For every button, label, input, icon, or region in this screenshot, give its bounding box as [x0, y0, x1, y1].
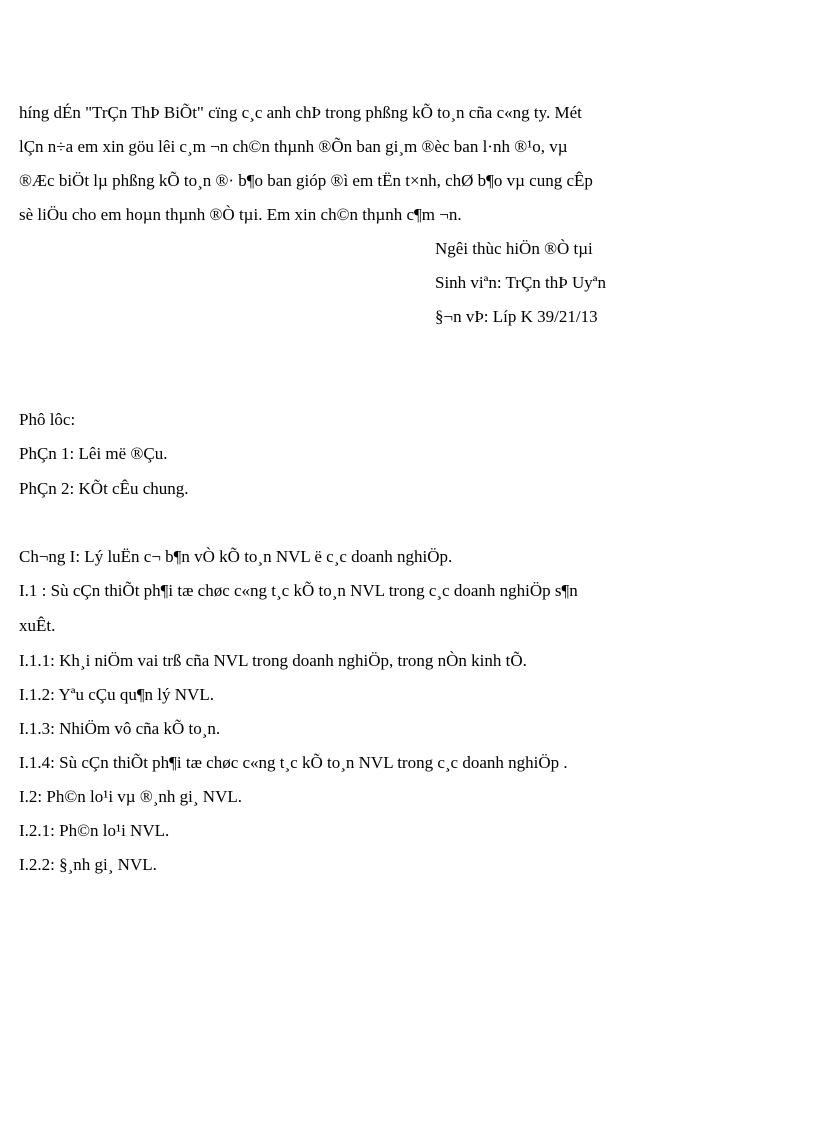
toc-item: xuÊt. — [19, 616, 56, 635]
signature-line-class: §¬n vÞ: Líp K 39/21/13 — [435, 307, 598, 326]
chapter-title: Ch¬ng I: Lý luËn c¬ b¶n vÒ kÕ to¸n NVL ë c¸c doanh nghiÖp. — [19, 547, 453, 566]
toc-item: I.1.3: NhiÖm vô cña kÕ to¸n. — [19, 719, 221, 738]
intro-line-1: híng dÉn "TrÇn ThÞ BiÕt" cïng c¸c anh chÞ trong phßng kÕ to¸n cña c«ng ty. Mét — [19, 103, 582, 122]
signature-line-author-role: Ngêi thùc hiÖn ®Ò tµi — [435, 239, 593, 258]
toc-item: I.1.1: Kh¸i niÖm vai trß cña NVL trong doanh nghiÖp, trong nÒn kinh tÕ. — [19, 651, 527, 670]
signature-line-student-name: Sinh viªn: TrÇn thÞ Uyªn — [435, 273, 606, 292]
toc-item: I.2.2: §¸nh gi¸ NVL. — [19, 855, 157, 874]
appendix-heading: Phô lôc: — [19, 410, 76, 429]
intro-line-4: sè liÖu cho em hoµn thµnh ®Ò tµi. Em xin ch©n thµnh c¶m ¬n. — [19, 205, 462, 224]
toc-item: I.1 : Sù cÇn thiÕt ph¶i tæ chøc c«ng t¸c kÕ to¸n NVL trong c¸c doanh nghiÖp s¶n — [19, 581, 578, 600]
appendix-part-2: PhÇn 2: KÕt cÊu chung. — [19, 479, 189, 498]
toc-item: I.2.1: Ph©n lo¹i NVL. — [19, 821, 170, 840]
toc-item: I.1.4: Sù cÇn thiÕt ph¶i tæ chøc c«ng t¸c kÕ to¸n NVL trong c¸c doanh nghiÖp . — [19, 753, 568, 772]
appendix-part-1: PhÇn 1: Lêi më ®Çu. — [19, 444, 168, 463]
toc-item: I.1.2: Yªu cÇu qu¶n lý NVL. — [19, 685, 214, 704]
toc-item: I.2: Ph©n lo¹i vµ ®¸nh gi¸ NVL. — [19, 787, 242, 806]
intro-line-2: lÇn n÷a em xin göu lêi c¸m ¬n ch©n thµnh ®Õn ban gi¸m ®èc ban l·nh ®¹o, vµ — [19, 137, 568, 156]
intro-line-3: ®Æc biÖt lµ phßng kÕ to¸n ®· b¶o ban gióp ®ì em tËn t×nh, chØ b¶o vµ cung cÊp — [19, 171, 593, 190]
